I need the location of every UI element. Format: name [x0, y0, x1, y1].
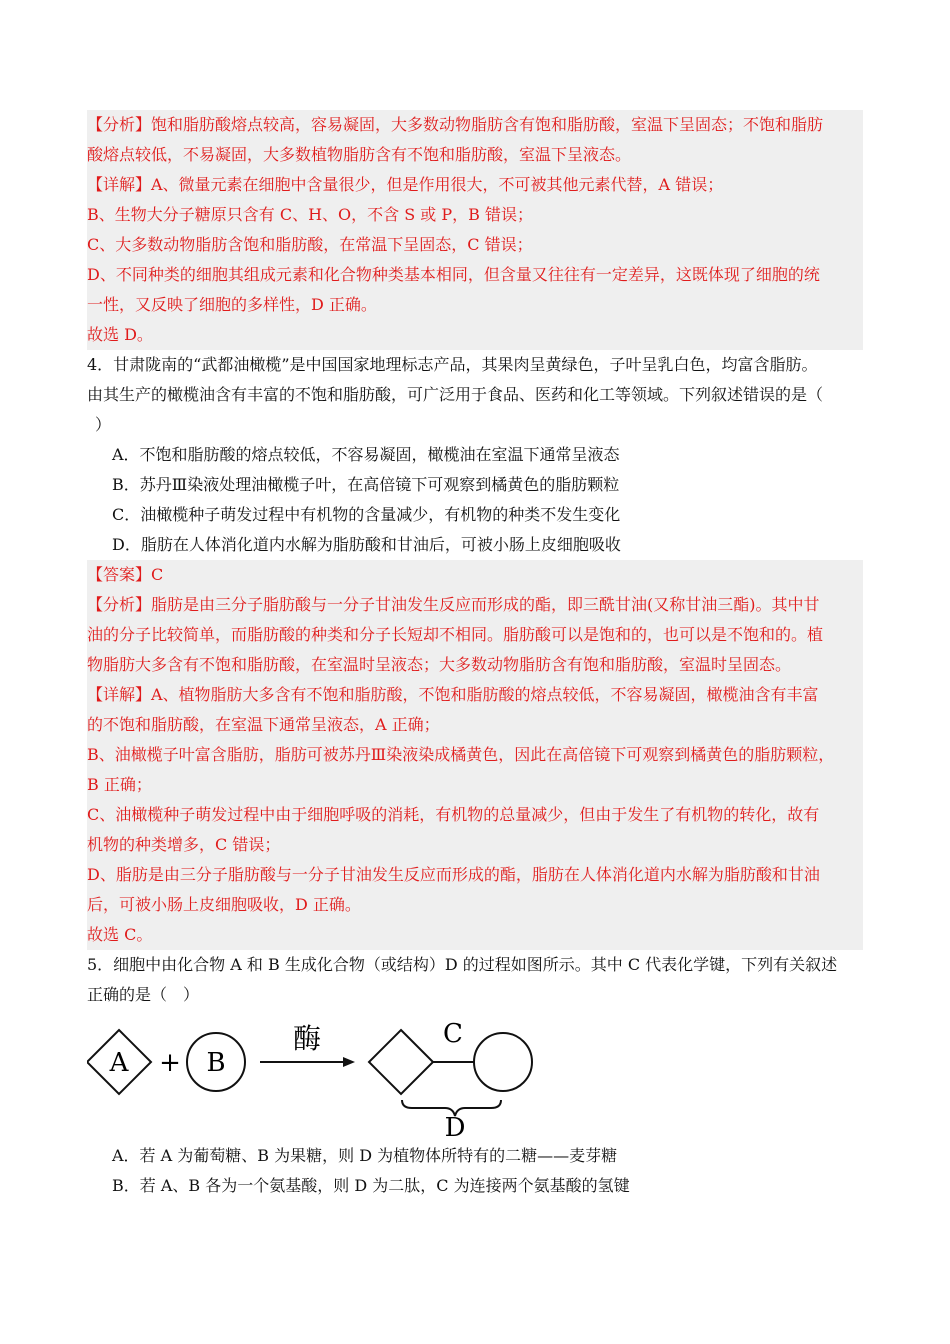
q3-detail-line: C、大多数动物脂肪含饱和脂肪酸，在常温下呈固态，C 错误； [87, 235, 533, 254]
q4-detail-line: 机物的种类增多，C 错误； [87, 835, 281, 854]
q3-detail-line: D、不同种类的细胞其组成元素和化合物种类基本相同，但含量又往往有一定差异，这既体现了细胞的统 [87, 265, 820, 284]
q3-analysis-block [87, 110, 863, 350]
product-circle-shape [474, 1033, 532, 1091]
q5-option-b: B．若 A、B 各为一个氨基酸，则 D 为二肽，C 为连接两个氨基酸的氢键 [112, 1176, 630, 1195]
q3-detail-line: 一性，又反映了细胞的多样性，D 正确。 [87, 295, 377, 314]
q4-stem-line: ） [95, 415, 112, 434]
bond-label: C [443, 1019, 463, 1049]
q3-conclusion: 故选 D。 [87, 325, 153, 344]
reaction-diagram-svg [87, 1012, 547, 1137]
q4-detail-line: 【详解】A、植物脂肪大多含有不饱和脂肪酸，不饱和脂肪酸的熔点较低，不容易凝固，橄榄油含有丰富 [87, 685, 819, 704]
q4-detail-line: D、脂肪是由三分子脂肪酸与一分子甘油发生反应而形成的酯，脂肪在人体消化道内水解为脂肪酸和甘油 [87, 865, 820, 884]
label-b: B [206, 1048, 226, 1078]
q4-detail-line: 后，可被小肠上皮细胞吸收，D 正确。 [87, 895, 361, 914]
q3-detail-line: B、生物大分子糖原只含有 C、H、O，不含 S 或 P，B 错误； [87, 205, 533, 224]
q4-detail-line: C、油橄榄种子萌发过程中由于细胞呼吸的消耗，有机物的总量减少，但由于发生了有机物的转化，故有 [87, 805, 820, 824]
product-diamond-shape [369, 1030, 433, 1094]
q4-analysis-line: 物脂肪大多含有不饱和脂肪酸，在室温时呈液态；大多数动物脂肪含有饱和脂肪酸，室温时呈固态。 [87, 655, 792, 674]
q4-answer-block [87, 560, 863, 950]
enzyme-label: 酶 [292, 1022, 322, 1055]
question-4 [87, 350, 863, 560]
q4-conclusion: 故选 C。 [87, 925, 153, 944]
q4-stem-line: 由其生产的橄榄油含有丰富的不饱和脂肪酸，可广泛用于食品、医药和化工等领域。下列叙述错误的是（ [87, 385, 824, 404]
q3-analysis-line: 酸熔点较低，不易凝固，大多数植物脂肪含有不饱和脂肪酸，室温下呈液态。 [87, 145, 632, 164]
q4-detail-line: B 正确； [87, 775, 152, 794]
label-a: A [109, 1048, 129, 1078]
q4-option-d: D．脂肪在人体消化道内水解为脂肪酸和甘油后，可被小肠上皮细胞吸收 [112, 535, 621, 554]
q5-stem-line: 正确的是（ ） [87, 985, 200, 1004]
q4-detail-line: 的不饱和脂肪酸，在室温下通常呈液态，A 正确； [87, 715, 440, 734]
q5-stem-line: 5．细胞中由化合物 A 和 B 生成化合物（或结构）D 的过程如图所示。其中 C 代表化学键，下列有关叙述 [87, 955, 838, 974]
q5-option-a: A．若 A 为葡萄糖、B 为果糖，则 D 为植物体所特有的二糖——麦芽糖 [112, 1146, 618, 1165]
plus-sign: + [159, 1048, 181, 1078]
q3-detail-line: 【详解】A、微量元素在细胞中含量很少，但是作用很大，不可被其他元素代替，A 错误； [87, 175, 724, 194]
q4-detail-line: B、油橄榄子叶富含脂肪，脂肪可被苏丹Ⅲ染液染成橘黄色，因此在高倍镜下可观察到橘黄色的脂肪颗粒， [87, 745, 835, 764]
reaction-diagram [87, 1012, 863, 1137]
q4-option-b: B．苏丹Ⅲ染液处理油橄榄子叶，在高倍镜下可观察到橘黄色的脂肪颗粒 [112, 475, 620, 494]
q3-analysis-line: 【分析】饱和脂肪酸熔点较高，容易凝固，大多数动物脂肪含有饱和脂肪酸，室温下呈固态；不饱和脂肪 [87, 115, 824, 134]
q4-stem-line: 4．甘肃陇南的“武都油橄榄”是中国国家地理标志产品，其果肉呈黄绿色，子叶呈乳白色，均富含脂肪。 [87, 355, 818, 374]
product-label: D [444, 1113, 466, 1137]
q4-analysis-line: 【分析】脂肪是由三分子脂肪酸与一分子甘油发生反应而形成的酯，即三酰甘油(又称甘油三酯)。其中甘 [87, 595, 820, 614]
document-page [87, 110, 863, 1201]
q4-option-a: A．不饱和脂肪酸的熔点较低，不容易凝固，橄榄油在室温下通常呈液态 [112, 445, 620, 464]
arrow-head-icon [343, 1057, 355, 1067]
question-5 [87, 950, 863, 1201]
q4-analysis-line: 油的分子比较简单，而脂肪酸的种类和分子长短却不相同。脂肪酸可以是饱和的，也可以是不饱和的。植 [87, 625, 824, 644]
q4-option-c: C．油橄榄种子萌发过程中有机物的含量减少，有机物的种类不发生变化 [112, 505, 621, 524]
q4-answer: 【答案】C [87, 565, 164, 584]
